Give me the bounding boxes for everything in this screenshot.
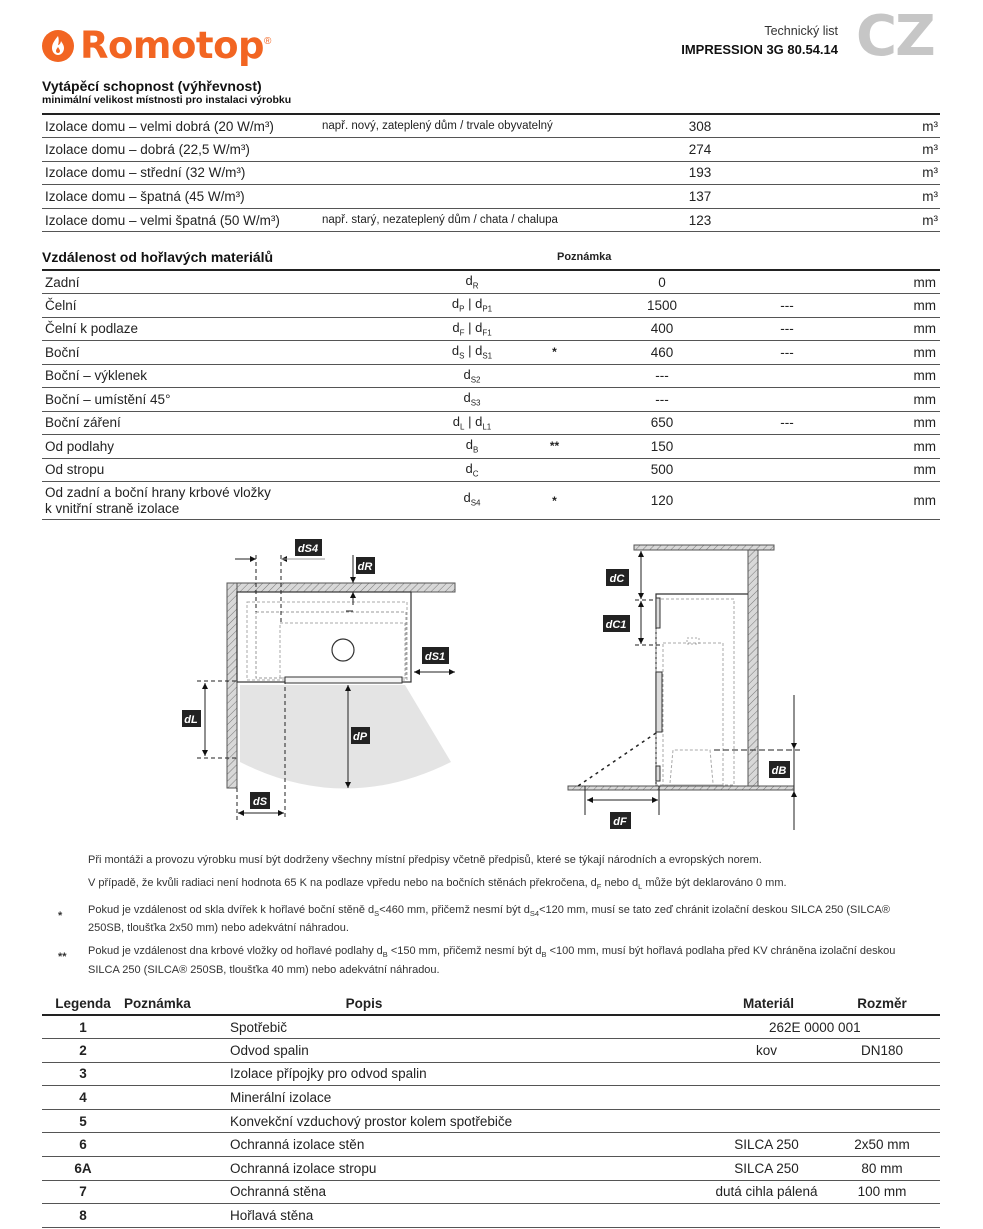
distances-table [42, 269, 940, 520]
label-df [610, 812, 631, 829]
svg-text:dS1: dS1 [424, 651, 446, 663]
svg-text:dS: dS [252, 796, 268, 808]
registered-mark: ® [263, 36, 272, 47]
row-label: Izolace domu – špatná (45 W/m³) [42, 185, 322, 209]
note-radiation: V případě, že kvůli radiaci není hodnota 65 K na podlaze vpředu nebo na bočních stěnách překročena, $d_F$ nebo $d_L$ může být deklarováno 0 mm. [88, 877, 787, 892]
row-value: 0 [592, 270, 732, 294]
flame-icon [42, 30, 74, 62]
row-symbol: $d_{S3}$ [427, 388, 517, 412]
row-note-mark: * [517, 341, 592, 365]
row-label: Zadní [42, 270, 427, 294]
row-note-mark [517, 411, 592, 435]
heating-section-header [42, 78, 291, 106]
row-label: Čelní k podlaze [42, 317, 427, 341]
table-row: 7 Ochranná stěna dutá cihla pálená 100 mm [42, 1180, 940, 1204]
row-note: např. nový, zateplený dům / trvale obyvatelný [322, 114, 622, 138]
row-value: 308 [622, 114, 778, 138]
row-value: 274 [622, 138, 778, 162]
row-value: --- [592, 364, 732, 388]
table-row: 3 Izolace přípojky pro odvod spalin [42, 1062, 940, 1086]
row-label: Izolace domu – střední (32 W/m³) [42, 161, 322, 185]
row-label: Boční – výklenek [42, 364, 427, 388]
row-symbol: $d_{S2}$ [427, 364, 517, 388]
label-ds4 [295, 539, 322, 556]
row-note [322, 138, 622, 162]
side-view-diagram [568, 545, 800, 830]
distances-title: Vzdálenost od hořlavých materiálů [42, 249, 274, 265]
row-unit: mm [842, 364, 940, 388]
note-general: Při montáži a provozu výrobku musí být dodrženy všechny místní předpisy včetně předpisů, které se týkají národních a evropských norem. [88, 854, 762, 866]
row-label: Izolace domu – velmi špatná (50 W/m³) [42, 208, 322, 232]
table-row [42, 208, 940, 232]
row-note: např. starý, nezateplený dům / chata / chalupa [322, 208, 622, 232]
row-label: Od podlahy [42, 435, 427, 459]
row-note-mark [517, 294, 592, 318]
row-note-mark [517, 388, 592, 412]
row-value: 460 [592, 341, 732, 365]
table-row [42, 270, 940, 294]
double-asterisk-mark: ** [58, 951, 67, 964]
row-unit: m³ [778, 114, 940, 138]
svg-text:dF: dF [613, 816, 627, 828]
row-note-mark: * [517, 482, 592, 520]
row-unit: mm [842, 411, 940, 435]
table-row [42, 317, 940, 341]
table-row: 6 Ochranná izolace stěn SILCA 250 2x50 mm [42, 1133, 940, 1157]
header-desc: Popis [229, 993, 649, 1015]
svg-text:dR: dR [357, 561, 373, 573]
table-row [42, 411, 940, 435]
row-value: 193 [622, 161, 778, 185]
row-value: 500 [592, 458, 732, 482]
row-unit: m³ [778, 161, 940, 185]
row-label: Boční – umístění 45° [42, 388, 427, 412]
header-legend: Legenda [42, 993, 124, 1015]
table-row: 6A Ochranná izolace stropu SILCA 250 80 mm [42, 1157, 940, 1181]
table-row [42, 388, 940, 412]
row-value2: --- [732, 341, 842, 365]
table-row: 1 Spotřebič 262E 0000 001 [42, 1015, 940, 1039]
table-row [42, 138, 940, 162]
brand-name: Romotop [80, 24, 264, 67]
row-unit: mm [842, 317, 940, 341]
note-double-asterisk: ** Pokud je vzdálenost dna krbové vložky od hořlavé podlahy $d_B <150$ mm, přičemž nesmí být $d_B <100$ mm, musí být hořlavá podlaha před KV chráněna izolační deskou SILCA 250 (SILCA® 250SB, tloušťka 40 mm) nebo adekvátní náhradou. [58, 945, 896, 976]
row-unit: mm [842, 294, 940, 318]
heating-subtitle: minimální velikost místnosti pro instalaci výrobku [42, 94, 292, 106]
row-label: Boční záření [42, 411, 427, 435]
row-symbol: $d_R$ [427, 270, 517, 294]
row-label: Čelní [42, 294, 427, 318]
row-symbol: $d_C$ [427, 458, 517, 482]
label-db [769, 761, 790, 778]
row-value: 1500 [592, 294, 732, 318]
row-value2: --- [732, 294, 842, 318]
table-row [42, 482, 940, 520]
heating-title: Vytápěcí schopnost (výhřevnost) [42, 78, 262, 94]
row-note-mark [517, 364, 592, 388]
row-note [322, 185, 622, 209]
row-value: 123 [622, 208, 778, 232]
row-unit: mm [842, 435, 940, 459]
row-value: 150 [592, 435, 732, 459]
row-unit: m³ [778, 185, 940, 209]
row-label: Boční [42, 341, 427, 365]
row-label: Od stropu [42, 458, 427, 482]
row-symbol: $d_{S4}$ [427, 482, 517, 520]
legend-header-row [42, 993, 940, 1015]
label-ds1 [422, 647, 449, 664]
row-symbol: $d_S$ | $d_{S1}$ [427, 341, 517, 365]
row-symbol: $d_L$ | $d_{L1}$ [427, 411, 517, 435]
row-note-mark [517, 270, 592, 294]
row-unit: mm [842, 482, 940, 520]
row-value2: --- [732, 317, 842, 341]
row-symbol: $d_F$ | $d_{F1}$ [427, 317, 517, 341]
label-dp [351, 727, 370, 744]
header-material: Materiál [649, 993, 824, 1015]
label-dc [606, 569, 629, 586]
row-note-mark [517, 317, 592, 341]
table-row [42, 161, 940, 185]
row-value2 [732, 458, 842, 482]
brand-logo [42, 24, 271, 67]
row-unit: mm [842, 341, 940, 365]
row-value: 137 [622, 185, 778, 209]
header-size: Rozměr [824, 993, 940, 1015]
label-dr [356, 557, 375, 574]
row-note-mark: ** [517, 435, 592, 459]
table-row: 8 Hořlavá stěna [42, 1204, 940, 1228]
document-type: Technický list [764, 24, 838, 38]
table-row [42, 185, 940, 209]
distances-note-header: Poznámka [557, 251, 612, 263]
top-view-diagram [182, 539, 455, 820]
row-unit: mm [842, 270, 940, 294]
table-row [42, 435, 940, 459]
row-note [322, 161, 622, 185]
legend-table [42, 993, 940, 1228]
product-name: IMPRESSION 3G 80.54.14 [681, 42, 838, 57]
label-dc1 [603, 615, 630, 632]
row-value2 [732, 270, 842, 294]
table-row: 4 Minerální izolace [42, 1086, 940, 1110]
row-value2: --- [732, 411, 842, 435]
row-value: --- [592, 388, 732, 412]
label-ds [250, 792, 270, 809]
table-row [42, 294, 940, 318]
row-unit: m³ [778, 208, 940, 232]
row-value2 [732, 435, 842, 459]
row-unit: m³ [778, 138, 940, 162]
notes-section [56, 853, 916, 986]
svg-text:dC1: dC1 [605, 619, 627, 631]
table-row: 5 Konvekční vzduchový prostor kolem spotřebiče [42, 1109, 940, 1133]
svg-text:dL: dL [184, 714, 198, 726]
row-value2 [732, 388, 842, 412]
svg-text:dS4: dS4 [297, 543, 319, 555]
row-label: Izolace domu – velmi dobrá (20 W/m³) [42, 114, 322, 138]
language-code: CZ [856, 4, 934, 69]
row-value: 120 [592, 482, 732, 520]
table-row [42, 341, 940, 365]
svg-text:dC: dC [609, 573, 625, 585]
row-value2 [732, 364, 842, 388]
row-unit: mm [842, 388, 940, 412]
row-value: 400 [592, 317, 732, 341]
row-symbol: $d_P$ | $d_{P1}$ [427, 294, 517, 318]
table-row [42, 114, 940, 138]
note-single-asterisk: * Pokud je vzdálenost od skla dvířek k hořlavé boční stěně $d_S<460$ mm, přičemž nesmí být $d_{S4}<120$ mm, musí se tato zeď chránit izolační deskou SILCA 250 (SILCA® 250SB, tloušťka 2x50 mm) nebo adekvátní náhradou. [58, 904, 890, 935]
label-dl [182, 710, 201, 727]
header-note: Poznámka [124, 993, 229, 1015]
heating-table [42, 113, 940, 232]
clearance-diagram [160, 530, 820, 840]
row-label: Izolace domu – dobrá (22,5 W/m³) [42, 138, 322, 162]
row-label: Od zadní a boční hrany krbové vložky k vnitřní straně izolace [42, 482, 427, 520]
table-row [42, 364, 940, 388]
row-note-mark [517, 458, 592, 482]
table-row [42, 458, 940, 482]
row-unit: mm [842, 458, 940, 482]
asterisk-mark: * [58, 910, 63, 923]
svg-text:dP: dP [352, 731, 368, 743]
row-value2 [732, 482, 842, 520]
row-value: 650 [592, 411, 732, 435]
row-symbol: $d_B$ [427, 435, 517, 459]
table-row: 2 Odvod spalin kov DN180 [42, 1039, 940, 1063]
svg-text:dB: dB [771, 765, 787, 777]
document-header [681, 24, 838, 57]
